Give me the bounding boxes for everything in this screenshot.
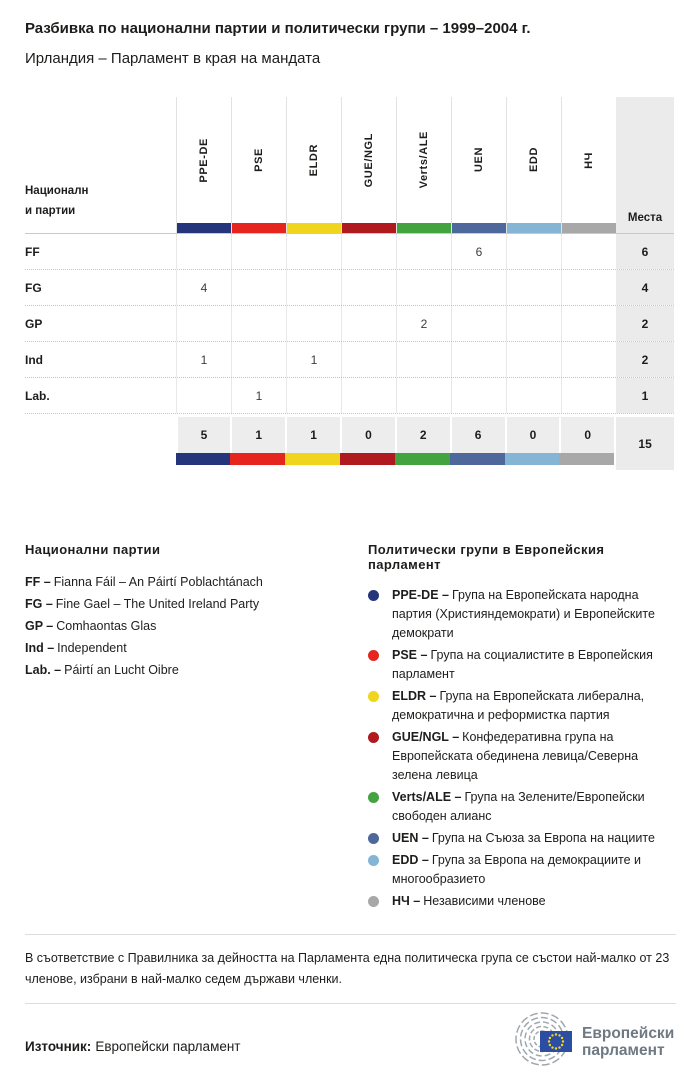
group-color-bar bbox=[395, 453, 450, 465]
cell bbox=[231, 306, 286, 341]
total-value: 5 bbox=[176, 417, 231, 453]
total-value: 6 bbox=[450, 417, 505, 453]
column-header-eldr bbox=[286, 97, 341, 233]
footnote: В съответствие с Правилника за дейността на Парламента една политическа група се състои най-малко от 23 членове, избрани в най-малко седем държави членки. bbox=[25, 951, 670, 986]
column-header-ni bbox=[561, 97, 616, 233]
legend-item-ni: НЧ – Независими членове bbox=[368, 892, 676, 911]
cell bbox=[176, 234, 231, 269]
total-col-eldr bbox=[285, 417, 340, 465]
political-groups-legend bbox=[368, 542, 676, 914]
source-line bbox=[25, 1039, 241, 1054]
source-value: Европейски парламент bbox=[95, 1039, 241, 1054]
group-color-dot bbox=[368, 896, 379, 907]
column-header-label: EDD bbox=[528, 147, 540, 173]
cell bbox=[506, 234, 561, 269]
legend-item-verts-ale: Verts/ALE – Група на Зелените/Европейски свободен алианс bbox=[368, 788, 676, 826]
group-color-bar bbox=[230, 453, 285, 465]
divider bbox=[25, 1003, 676, 1004]
page-subtitle: Ирландия – Парламент в края на мандата bbox=[25, 50, 321, 67]
seats-cell: 2 bbox=[616, 342, 674, 377]
group-color-bar bbox=[397, 223, 451, 233]
group-color-dot bbox=[368, 792, 379, 803]
row-header-label: Национални партии bbox=[25, 185, 89, 217]
party-label: FF bbox=[25, 244, 40, 259]
group-color-bar bbox=[505, 453, 560, 465]
cell bbox=[506, 270, 561, 305]
group-color-bar bbox=[342, 223, 396, 233]
cell bbox=[506, 342, 561, 377]
legend-item-uen: UEN – Група на Съюза за Европа на нациите bbox=[368, 829, 676, 848]
table-header-row bbox=[25, 97, 674, 234]
cell bbox=[286, 378, 341, 413]
legend-item-pse: PSE – Група на социалистите в Европейския парламент bbox=[368, 646, 676, 684]
seats-cell: 4 bbox=[616, 270, 674, 305]
cell: 2 bbox=[396, 306, 451, 341]
cell bbox=[451, 342, 506, 377]
cell bbox=[561, 270, 616, 305]
total-value: 1 bbox=[285, 417, 340, 453]
legend-item-gp: GP – Comhaontas Glas bbox=[25, 619, 157, 633]
cell bbox=[396, 342, 451, 377]
cell bbox=[176, 306, 231, 341]
group-color-dot bbox=[368, 590, 379, 601]
legend-heading: Политически групи в Европейския парламент bbox=[368, 542, 605, 572]
group-color-bar bbox=[176, 453, 231, 465]
total-value: 0 bbox=[340, 417, 395, 453]
cell bbox=[341, 342, 396, 377]
footer bbox=[25, 934, 676, 1068]
seats-cell: 6 bbox=[616, 234, 674, 269]
logo-wordmark-line1: Европейски bbox=[582, 1025, 675, 1042]
column-header-ppe-de bbox=[176, 97, 231, 233]
total-value: 0 bbox=[505, 417, 560, 453]
legend-item-eldr: ELDR – Група на Европейската либерална, демократична и реформистка партия bbox=[368, 687, 676, 725]
party-label: GP bbox=[25, 316, 43, 331]
cell: 1 bbox=[231, 378, 286, 413]
total-col-pse bbox=[230, 417, 285, 465]
total-value: 2 bbox=[395, 417, 450, 453]
total-value: 1 bbox=[230, 417, 285, 453]
legend-item-ff: FF – Fianna Fáil – An Páirtí Poblachtánach bbox=[25, 575, 263, 589]
table-row-fg bbox=[25, 270, 674, 306]
cell bbox=[341, 306, 396, 341]
table-row-ind bbox=[25, 342, 674, 378]
column-header-pse bbox=[231, 97, 286, 233]
cell bbox=[561, 342, 616, 377]
group-color-dot bbox=[368, 855, 379, 866]
group-color-bar bbox=[450, 453, 505, 465]
cell bbox=[451, 378, 506, 413]
group-color-bar bbox=[559, 453, 614, 465]
column-header-label: PPE-DE bbox=[198, 137, 210, 183]
group-color-bar bbox=[507, 223, 561, 233]
column-header-label: UEN bbox=[473, 147, 485, 173]
cell bbox=[396, 270, 451, 305]
cell bbox=[451, 270, 506, 305]
group-color-dot bbox=[368, 732, 379, 743]
cell bbox=[506, 378, 561, 413]
total-col-uen bbox=[450, 417, 505, 465]
total-seats: 15 bbox=[616, 417, 674, 470]
legend-heading: Национални партии bbox=[25, 542, 161, 557]
legend-item-fg: FG – Fine Gael – The United Ireland Party bbox=[25, 597, 260, 611]
cell bbox=[561, 234, 616, 269]
cell bbox=[341, 234, 396, 269]
table-row-lab bbox=[25, 378, 674, 414]
legend-item-gue-ngl: GUE/NGL – Конфедеративна група на Европейската обединена левица/Северна зелена левица bbox=[368, 728, 676, 785]
legend-item-lab: Lab. – Páirtí an Lucht Oibre bbox=[25, 663, 179, 677]
column-header-verts-ale bbox=[396, 97, 451, 233]
legend-section bbox=[25, 542, 676, 914]
group-color-bar bbox=[340, 453, 395, 465]
divider bbox=[25, 934, 676, 935]
group-color-bar bbox=[562, 223, 616, 233]
party-label: Ind bbox=[25, 352, 43, 367]
total-col-edd bbox=[505, 417, 560, 465]
total-col-ppe-de bbox=[176, 417, 231, 465]
column-header-label: GUE/NGL bbox=[363, 132, 375, 188]
source-label: Източник: bbox=[25, 1039, 92, 1054]
seats-column-header: Места bbox=[616, 97, 674, 233]
cell bbox=[176, 378, 231, 413]
legend-item-ppe-de: PPE-DE – Група на Европейската народна партия (Християндемократи) и Европейските демократи bbox=[368, 586, 676, 643]
group-color-bar bbox=[287, 223, 341, 233]
cell: 6 bbox=[451, 234, 506, 269]
row-header-cell bbox=[25, 97, 176, 233]
table-row-ff bbox=[25, 234, 674, 270]
seats-table bbox=[25, 97, 674, 470]
party-label: FG bbox=[25, 280, 42, 295]
cell bbox=[396, 378, 451, 413]
column-header-label: НЧ bbox=[583, 151, 595, 169]
total-value: 0 bbox=[559, 417, 614, 453]
column-header-uen bbox=[451, 97, 506, 233]
total-col-verts-ale bbox=[395, 417, 450, 465]
party-label: Lab. bbox=[25, 388, 50, 403]
legend-item-ind: Ind – Independent bbox=[25, 641, 127, 655]
column-header-gue-ngl bbox=[341, 97, 396, 233]
cell bbox=[231, 342, 286, 377]
group-color-dot bbox=[368, 691, 379, 702]
seats-cell: 1 bbox=[616, 378, 674, 413]
table-row-gp bbox=[25, 306, 674, 342]
cell: 1 bbox=[286, 342, 341, 377]
footer-bottom-row bbox=[25, 1010, 676, 1068]
cell bbox=[286, 234, 341, 269]
group-color-dot bbox=[368, 833, 379, 844]
cell bbox=[506, 306, 561, 341]
cell bbox=[231, 234, 286, 269]
cell bbox=[286, 306, 341, 341]
cell bbox=[561, 378, 616, 413]
group-color-bar bbox=[177, 223, 231, 233]
column-header-label: PSE bbox=[253, 148, 265, 172]
cell bbox=[231, 270, 286, 305]
logo-wordmark-line2: парламент bbox=[582, 1042, 665, 1059]
total-col-ni bbox=[559, 417, 614, 465]
cell bbox=[286, 270, 341, 305]
cell: 1 bbox=[176, 342, 231, 377]
group-color-dot bbox=[368, 650, 379, 661]
cell bbox=[451, 306, 506, 341]
cell bbox=[561, 306, 616, 341]
column-header-label: ELDR bbox=[308, 143, 320, 177]
group-color-bar bbox=[285, 453, 340, 465]
european-parliament-logo bbox=[506, 1010, 676, 1068]
national-parties-legend bbox=[25, 542, 368, 914]
column-header-edd bbox=[506, 97, 561, 233]
cell: 4 bbox=[176, 270, 231, 305]
totals-row bbox=[25, 417, 674, 470]
total-col-gue-ngl bbox=[340, 417, 395, 465]
group-color-bar bbox=[452, 223, 506, 233]
seats-cell: 2 bbox=[616, 306, 674, 341]
cell bbox=[341, 378, 396, 413]
cell bbox=[396, 234, 451, 269]
legend-item-edd: EDD – Група за Европа на демокрациите и многообразието bbox=[368, 851, 676, 889]
group-color-bar bbox=[232, 223, 286, 233]
column-header-label: Verts/ALE bbox=[418, 131, 430, 189]
page-title: Разбивка по национални партии и политически групи – 1999–2004 г. bbox=[25, 20, 531, 37]
cell bbox=[341, 270, 396, 305]
